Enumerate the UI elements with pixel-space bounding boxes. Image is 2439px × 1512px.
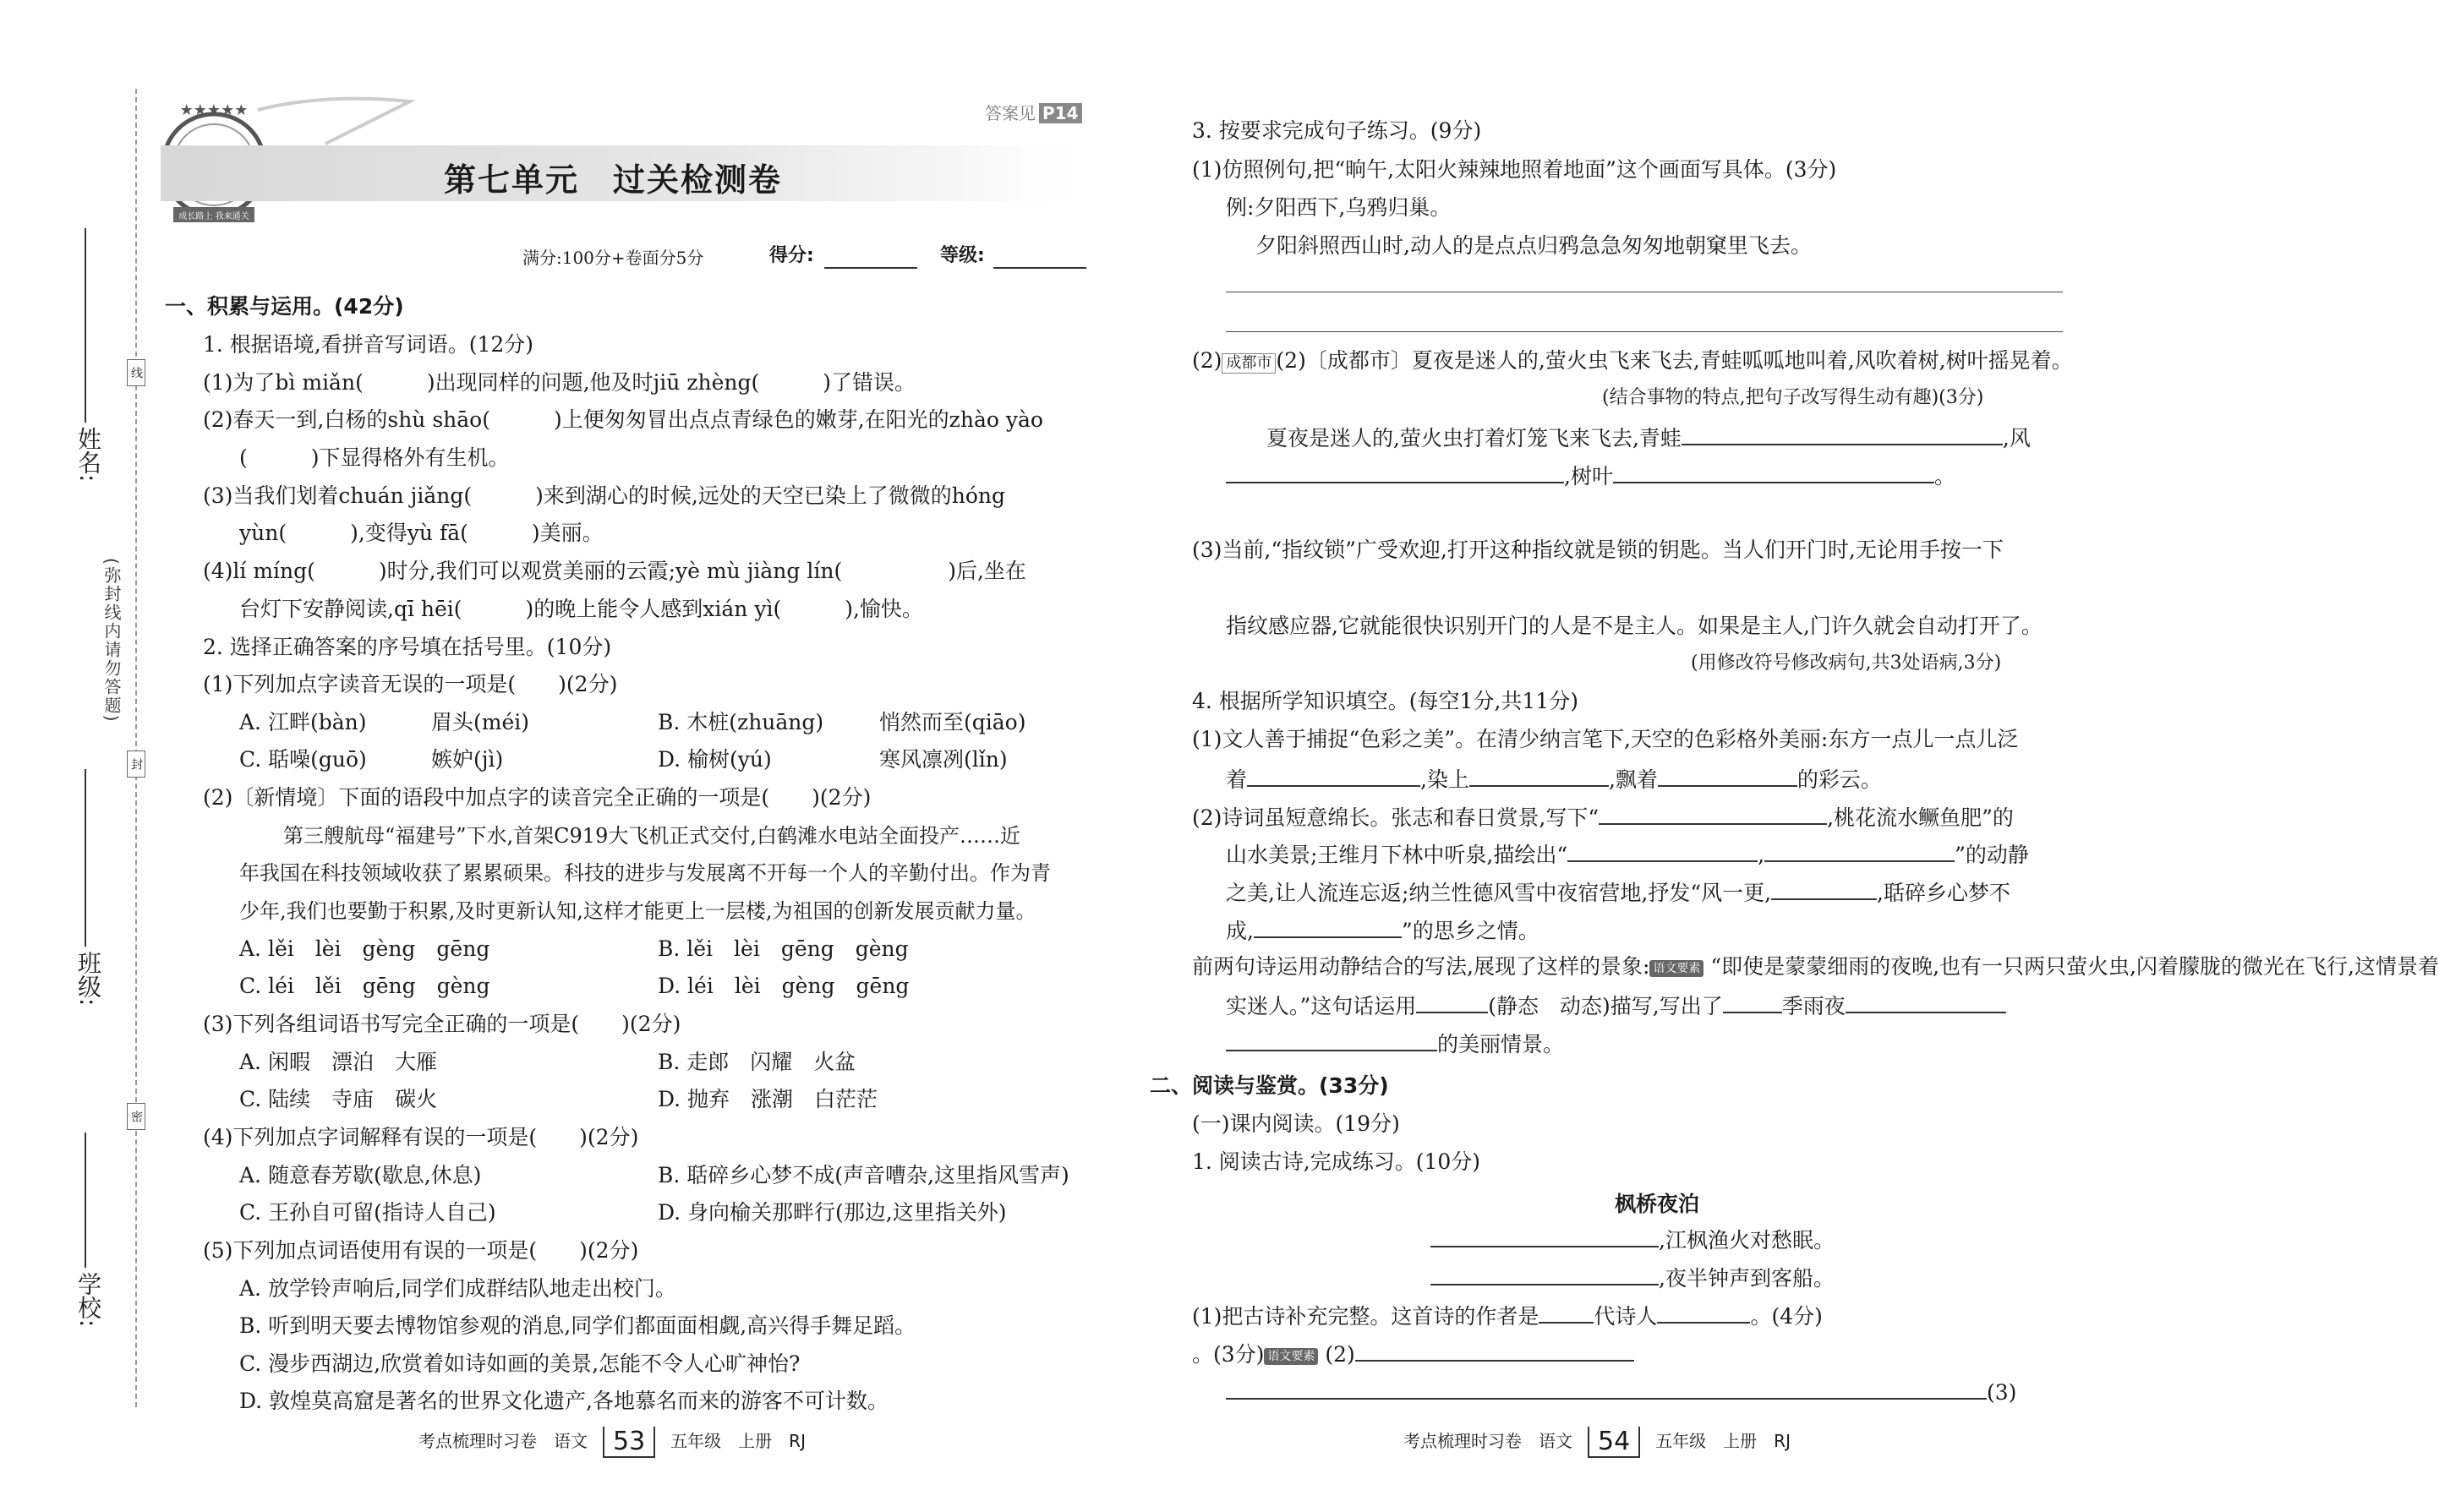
option[interactable]: D. léi lèi gèng gēng xyxy=(658,974,910,998)
fill-blank[interactable] xyxy=(1657,1302,1750,1324)
text: 代诗人 xyxy=(1594,1304,1658,1329)
fill-line xyxy=(1226,765,1882,793)
star-icon: ★★★★★ xyxy=(179,101,249,119)
question-item: (1)仿照例句,把“晌午,太阳火辣辣地照着地面”这个画面写具体。(3分) xyxy=(1192,157,1837,182)
instruction: (结合事物的特点,把句子改写得生动有趣)(3分) xyxy=(1602,387,1984,408)
fill-blank[interactable] xyxy=(1430,1225,1659,1247)
poem-title: 枫桥夜泊 xyxy=(1614,1192,1699,1216)
text: ,染上 xyxy=(1420,767,1469,792)
text: (2) xyxy=(1325,1342,1355,1367)
text: 之美,让人流连忘返;纳兰性德风雪中夜宿营地,抒发“风一更, xyxy=(1226,881,1772,905)
answer-key-label: 答案见 xyxy=(985,103,1036,123)
fill-blank[interactable] xyxy=(1567,840,1758,862)
text: 季雨夜 xyxy=(1781,994,1846,1018)
option[interactable]: C. 聒噪(guō) xyxy=(239,747,367,772)
option[interactable]: C. 漫步西湖边,欣赏着如诗如画的美景,怎能不令人心旷神怡? xyxy=(239,1351,801,1376)
text: (2)诗词虽短意绵长。张志和春日赏景,写下“ xyxy=(1192,805,1600,830)
fill-line: 山水美景;王维月下林中听泉,描绘出“ , ”的动静 xyxy=(1226,840,2029,868)
fill-line xyxy=(1226,1378,2016,1406)
question-stem: 2. 选择正确答案的序号填在括号里。(10分) xyxy=(203,635,612,659)
question-item: (3)下列各组词语书写完全正确的一项是( )(2分) xyxy=(203,1012,681,1036)
fill-line xyxy=(1266,423,2031,451)
passage-line: 年我国在科技领域收获了累累硕果。科技的进步与发展离不开每一个人的辛勤付出。作为青 xyxy=(239,861,1051,885)
footer-grade: 五年级 上册 RJ xyxy=(670,1431,806,1451)
text: ,江枫渔火对愁眠。 xyxy=(1659,1228,1835,1253)
answer-key-page: P14 xyxy=(1039,103,1082,123)
score-label: 得分: xyxy=(769,245,814,266)
text: 的彩云。 xyxy=(1796,767,1882,792)
question-item: ( )下显得格外有生机。 xyxy=(239,445,510,470)
text: “即使是蒙蒙细雨的夜晚,也有一只两只萤火虫,闪着朦胧的微光在飞行,这情景着 xyxy=(1710,954,2439,979)
fill-line xyxy=(1226,461,1955,489)
text: 。 xyxy=(1933,464,1955,489)
footer-book: 考点梳理时习卷 语文 xyxy=(418,1431,588,1451)
text: ”的思乡之情。 xyxy=(1401,919,1539,943)
text: 实迷人。”这句话运用 xyxy=(1226,994,1417,1018)
footer xyxy=(1403,1427,1791,1458)
fill-blank[interactable] xyxy=(1723,991,1782,1013)
example: 夕阳斜照西山时,动人的是点点归鸦急急匆匆地朝窠里飞去。 xyxy=(1255,233,1812,258)
option[interactable]: C. 陆续 寺庙 碳火 xyxy=(239,1087,438,1111)
option[interactable]: B. 木桩(zhuāng) xyxy=(658,710,824,734)
question-item xyxy=(1192,954,2439,980)
seal-mark-secret: 密 xyxy=(127,1103,145,1130)
fill-blank[interactable] xyxy=(1846,991,2006,1013)
text: 。(3分) xyxy=(1192,1342,1265,1367)
option[interactable]: A. 江畔(bàn) xyxy=(239,710,367,734)
option[interactable]: B. lěi lèi gēng gèng xyxy=(658,936,909,961)
right-page xyxy=(1099,0,2439,1512)
seal-mark-line: 线 xyxy=(127,359,145,386)
fill-blank[interactable] xyxy=(1355,1340,1634,1362)
question-item: (1)文人善于捕捉“色彩之美”。在清少纳言笔下,天空的色彩格外美丽:东方一点儿一点儿泛 xyxy=(1192,727,2019,751)
logo-banner: 成长路上 我来通关 xyxy=(178,212,249,221)
question-stem: 3. 按要求完成句子练习。(9分) xyxy=(1192,118,1482,143)
question-item: (1)下列加点字读音无误的一项是( )(2分) xyxy=(203,672,618,696)
example: 例:夕阳西下,乌鸦归巢。 xyxy=(1226,195,1452,220)
fill-blank[interactable] xyxy=(1254,916,1402,938)
page-title: 第七单元 过关检测卷 xyxy=(444,161,783,199)
fill-blank[interactable] xyxy=(1416,991,1488,1013)
score-field[interactable] xyxy=(824,247,917,269)
seal-mark-seal: 封 xyxy=(127,751,145,778)
question-item: (3)当我们划着chuán jiǎng( )来到湖心的时候,远处的天空已染上了微微的hóng xyxy=(203,483,1006,508)
page-number: 54 xyxy=(1588,1427,1640,1458)
class-fill-line[interactable] xyxy=(85,769,86,947)
text: (3) xyxy=(1987,1380,2017,1405)
section-heading: 一、积累与运用。(42分) xyxy=(165,294,404,319)
school-fill-line[interactable] xyxy=(85,1133,86,1268)
text: ,树叶 xyxy=(1564,464,1613,489)
fill-line xyxy=(1192,803,2014,831)
left-page xyxy=(0,0,1099,1512)
footer-book: 考点梳理时习卷 语文 xyxy=(1403,1431,1572,1451)
question-item: (2)〔新情境〕下面的语段中加点字的读音完全正确的一项是( )(2分) xyxy=(203,785,872,810)
footer xyxy=(418,1427,806,1458)
question-item xyxy=(1192,1340,1634,1367)
name-label: 姓名: xyxy=(74,427,102,483)
text: ,风 xyxy=(2002,426,2031,450)
option[interactable]: D. 抛弃 涨潮 白茫茫 xyxy=(658,1087,878,1111)
passage-line: 少年,我们也要勤于积累,及时更新认知,这样才能更上一层楼,为祖国的创新发展贡献力量。 xyxy=(239,899,1036,923)
option[interactable]: C. léi lěi gēng gèng xyxy=(239,974,490,998)
text: ,聒碎乡心梦不 xyxy=(1877,881,2010,905)
question-item: 台灯下安静阅读,qī hēi( )的晚上能令人感到xián yì( ),愉快。 xyxy=(239,597,923,621)
seal-note: (弥封线内请勿答题) xyxy=(101,558,122,723)
question-stem: 1. 根据语境,看拼音写词语。(12分) xyxy=(203,332,534,357)
element-tag: 语文要素 xyxy=(1649,960,1703,977)
option[interactable]: 嫉妒(jì) xyxy=(431,747,504,772)
option[interactable]: A. 随意春芳歇(歇息,休息) xyxy=(239,1163,482,1187)
text: 的美丽情景。 xyxy=(1437,1032,1565,1056)
poem-line xyxy=(1430,1264,1835,1291)
question-item: (4)lí míng( )时分,我们可以观赏美丽的云霞;yè mù jiàng lín( )后,坐在 xyxy=(203,559,1026,583)
poem-line xyxy=(1430,1225,1835,1253)
option[interactable]: D. 敦煌莫高窟是著名的世界文化遗产,各地慕名而来的游客不可计数。 xyxy=(239,1389,889,1413)
option[interactable]: C. 王孙自可留(指诗人自己) xyxy=(239,1200,496,1225)
grade-label: 等级: xyxy=(940,245,985,266)
question-item: (4)下列加点字词解释有误的一项是( )(2分) xyxy=(203,1125,639,1149)
option[interactable]: A. 放学铃声响后,同学们成群结队地走出校门。 xyxy=(239,1276,676,1301)
text: 夏夜是迷人的,萤火虫打着灯笼飞来飞去,青蛙 xyxy=(1266,426,1682,450)
text: (1)把古诗补充完整。这首诗的作者是 xyxy=(1192,1304,1539,1329)
fill-blank[interactable] xyxy=(1226,1029,1437,1051)
option[interactable]: A. lěi lèi gèng gēng xyxy=(239,936,490,961)
score-info: 满分:100分+卷面分5分 xyxy=(522,248,704,268)
question-item: (5)下列加点词语使用有误的一项是( )(2分) xyxy=(203,1238,639,1263)
question-stem: 4. 根据所学知识填空。(每空1分,共11分) xyxy=(1192,689,1578,713)
answer-line[interactable] xyxy=(1226,331,2063,332)
option[interactable]: 眉头(méi) xyxy=(431,710,530,734)
text: (静态 动态)描写,写出了 xyxy=(1488,994,1723,1018)
question-item: (2) 成都市 (2)〔成都市〕夏夜是迷人的,萤火虫飞来飞去,青蛙呱呱地叫着,风吹着树,树叶摇晃着。 xyxy=(1192,348,2073,373)
text: ”的动静 xyxy=(1955,843,2029,867)
class-label: 班级: xyxy=(74,951,102,1007)
element-tag: 语文要素 xyxy=(1264,1348,1318,1365)
answer-key-ref xyxy=(985,100,1082,124)
option[interactable]: D. 榆树(yú) xyxy=(658,747,772,772)
option[interactable]: 悄然而至(qiāo) xyxy=(879,710,1026,734)
fill-line xyxy=(1226,916,1539,944)
question-item: (3)当前,“指纹锁”广受欢迎,打开这种指纹就是锁的钥匙。当人们开门时,无论用手按一下 xyxy=(1192,538,2004,562)
fill-blank[interactable] xyxy=(1539,1302,1594,1324)
question-item: 指纹感应器,它就能很快识别开门的人是不是主人。如果是主人,门许久就会自动打开了。 xyxy=(1226,614,2043,638)
grade-field[interactable] xyxy=(993,247,1086,269)
fill-line xyxy=(1226,991,2006,1019)
question-item xyxy=(1192,1302,1823,1329)
text: 山水美景;王维月下林中听泉,描绘出“ xyxy=(1226,843,1568,867)
city-tag: 成都市 xyxy=(1222,353,1276,374)
question-item: yùn( ),变得yù fā( )美丽。 xyxy=(239,521,604,545)
text: ,飘着 xyxy=(1608,767,1658,792)
question-text: (2)〔成都市〕夏夜是迷人的,萤火虫飞来飞去,青蛙呱呱地叫着,风吹着树,树叶摇晃着。 xyxy=(1276,348,2073,373)
text: 。(4分) xyxy=(1750,1304,1823,1329)
text: 着 xyxy=(1226,767,1248,792)
school-label: 学校: xyxy=(74,1272,102,1328)
page-number: 53 xyxy=(603,1427,655,1458)
fill-blank[interactable] xyxy=(1226,461,1564,483)
question-item: (2)春天一到,白杨的shù shāo( )上便匆匆冒出点点青绿色的嫩芽,在阳光的zhào yào xyxy=(203,407,1043,432)
name-fill-line[interactable] xyxy=(85,228,86,423)
option[interactable]: B. 听到明天要去博物馆参观的消息,同学们都面面相觑,高兴得手舞足蹈。 xyxy=(239,1313,916,1338)
footer-grade: 五年级 上册 RJ xyxy=(1655,1431,1791,1451)
question-item: (1)为了bì miǎn( )出现同样的问题,他及时jiū zhèng( )了错误。 xyxy=(203,370,916,395)
fill-blank[interactable] xyxy=(1658,765,1797,787)
fill-line xyxy=(1226,1029,1564,1057)
passage-line: 第三艘航母“福建号”下水,首架C919大飞机正式交付,白鹤滩水电站全面投产……近 xyxy=(283,824,1020,848)
fill-blank[interactable] xyxy=(1613,461,1934,483)
question-stem: 1. 阅读古诗,完成练习。(10分) xyxy=(1192,1149,1481,1174)
binding-dashed-line xyxy=(135,89,137,1407)
fill-blank[interactable] xyxy=(1682,423,2003,445)
option[interactable]: B. 聒碎乡心梦不成(声音嘈杂,这里指风雪声) xyxy=(658,1163,1069,1187)
text: ,夜半钟声到客船。 xyxy=(1659,1266,1835,1291)
fill-blank[interactable] xyxy=(1226,1378,1987,1400)
option[interactable]: B. 走郎 闪耀 火盆 xyxy=(658,1050,856,1074)
option[interactable]: 寒风凛冽(lǐn) xyxy=(879,747,1008,772)
fill-blank[interactable] xyxy=(1771,878,1877,900)
text: 成, xyxy=(1226,919,1254,943)
fill-blank[interactable] xyxy=(1469,765,1609,787)
instruction: (用修改符号修改病句,共3处语病,3分) xyxy=(1691,652,2002,674)
option[interactable]: D. 身向榆关那畔行(那边,这里指关外) xyxy=(658,1200,1007,1225)
text: ,桃花流水鳜鱼肥”的 xyxy=(1827,805,2014,830)
text: 前两句诗运用动静结合的写法,展现了这样的景象: xyxy=(1192,954,1650,979)
fill-blank[interactable] xyxy=(1247,765,1420,787)
fill-line xyxy=(1226,878,2010,906)
fill-blank[interactable] xyxy=(1430,1264,1659,1285)
fill-blank[interactable] xyxy=(1764,840,1955,862)
section-heading: 二、阅读与鉴赏。(33分) xyxy=(1150,1073,1389,1098)
subsection-heading: (一)课内阅读。(19分) xyxy=(1192,1111,1400,1136)
fill-blank[interactable] xyxy=(1599,803,1827,825)
option[interactable]: A. 闲暇 漂泊 大雁 xyxy=(239,1050,437,1074)
